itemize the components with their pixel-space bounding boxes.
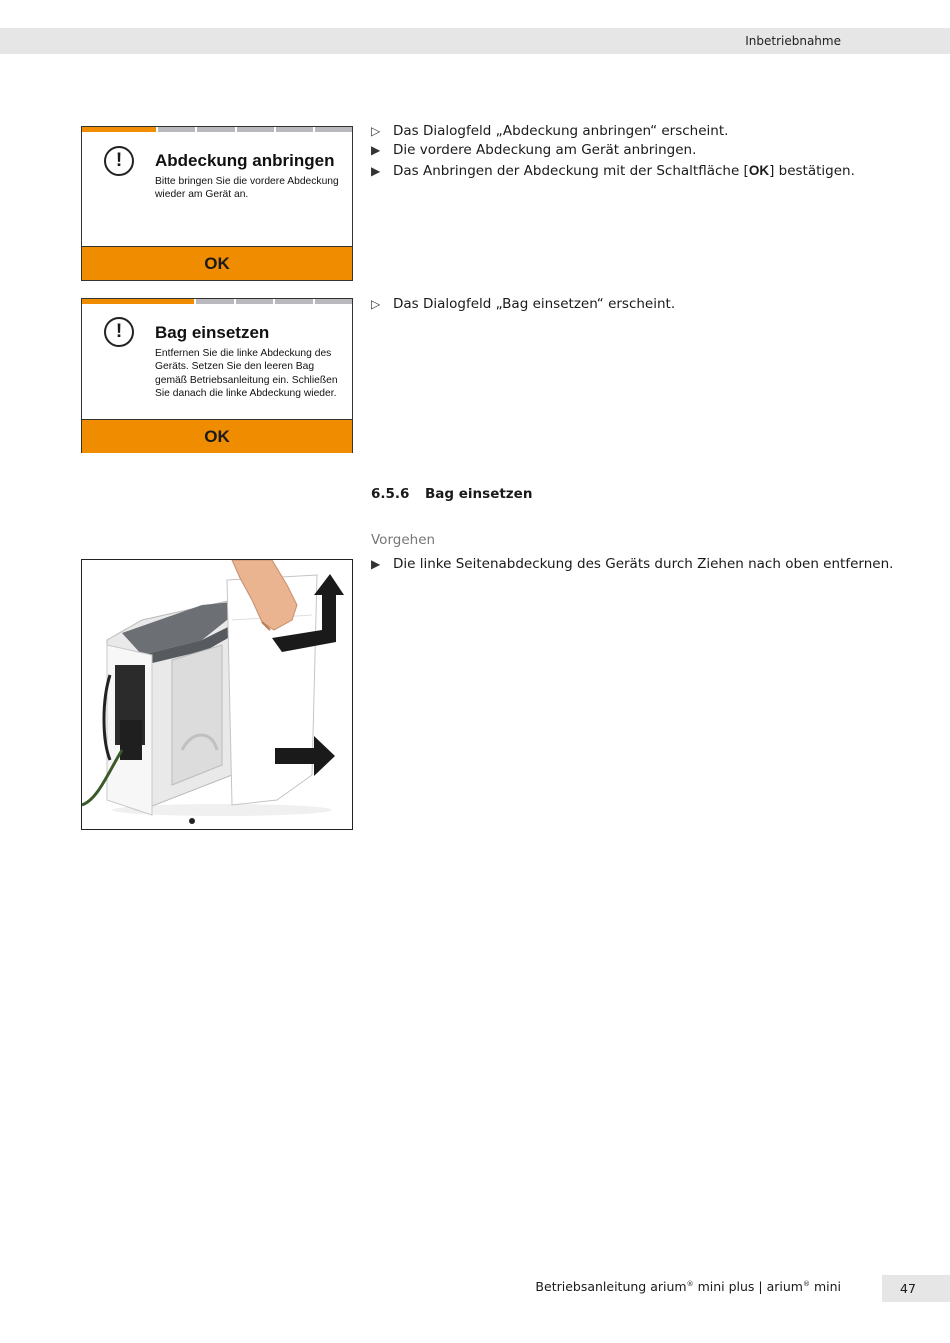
dialog-screen-abdeckung <box>81 126 353 281</box>
section-number: 6.5.6 <box>371 486 410 502</box>
step-text: Das Dialogfeld „Bag einsetzen“ erscheint. <box>393 296 676 312</box>
result-marker-icon: ▷ <box>371 124 381 138</box>
action-marker-icon: ▶ <box>371 557 381 571</box>
step-text: ] bestätigen. <box>769 163 855 179</box>
action-marker-icon: ▶ <box>371 143 381 157</box>
warning-icon: ! <box>104 317 134 347</box>
result-marker-icon: ▷ <box>371 297 381 311</box>
dialog-message: Bitte bringen Sie die vordere Abdeckung wieder am Gerät an. <box>155 176 339 201</box>
ok-button[interactable]: OK <box>82 419 352 453</box>
dialog-screen-bag <box>81 298 353 453</box>
step-result <box>371 122 728 142</box>
step-action <box>371 555 893 575</box>
step-text: Die linke Seitenabdeckung des Geräts durch Ziehen nach oben entfernen. <box>393 556 894 572</box>
device-illustration <box>81 559 353 830</box>
footer-text: mini plus | arium <box>693 1279 803 1294</box>
footer-manual-title <box>535 1279 841 1294</box>
page-number: 47 <box>882 1275 950 1302</box>
registered-mark: ® <box>686 1279 694 1288</box>
device-cover-removal-icon <box>82 560 352 829</box>
procedure-label: Vorgehen <box>371 532 436 548</box>
step-action <box>371 161 855 182</box>
dialog-title: Abdeckung anbringen <box>155 151 335 170</box>
section-title: Bag einsetzen <box>425 486 533 502</box>
progress-bar <box>82 127 352 132</box>
progress-bar <box>82 299 352 304</box>
step-text: Das Dialogfeld „Abdeckung anbringen“ erscheint. <box>393 123 729 139</box>
step-result <box>371 295 675 315</box>
action-marker-icon: ▶ <box>371 164 381 178</box>
ok-key-label: OK <box>748 163 770 178</box>
ok-button[interactable]: OK <box>82 246 352 280</box>
step-action <box>371 141 696 161</box>
dialog-title: Bag einsetzen <box>155 323 270 342</box>
running-header: Inbetriebnahme <box>745 34 841 48</box>
registered-mark: ® <box>802 1279 810 1288</box>
step-text: Das Anbringen der Abdeckung mit der Schaltfläche [ <box>393 163 749 179</box>
dialog-message: Entfernen Sie die linke Abdeckung des Geräts. Setzen Sie den leeren Bag gemäß Betriebsanleitung ein. Schließen Sie danach die linke Abdeckung wieder. <box>155 348 338 399</box>
footer-text: mini <box>809 1279 841 1294</box>
step-text: Die vordere Abdeckung am Gerät anbringen. <box>393 142 697 158</box>
footer-text: Betriebsanleitung arium <box>535 1279 687 1294</box>
warning-icon: ! <box>104 146 134 176</box>
